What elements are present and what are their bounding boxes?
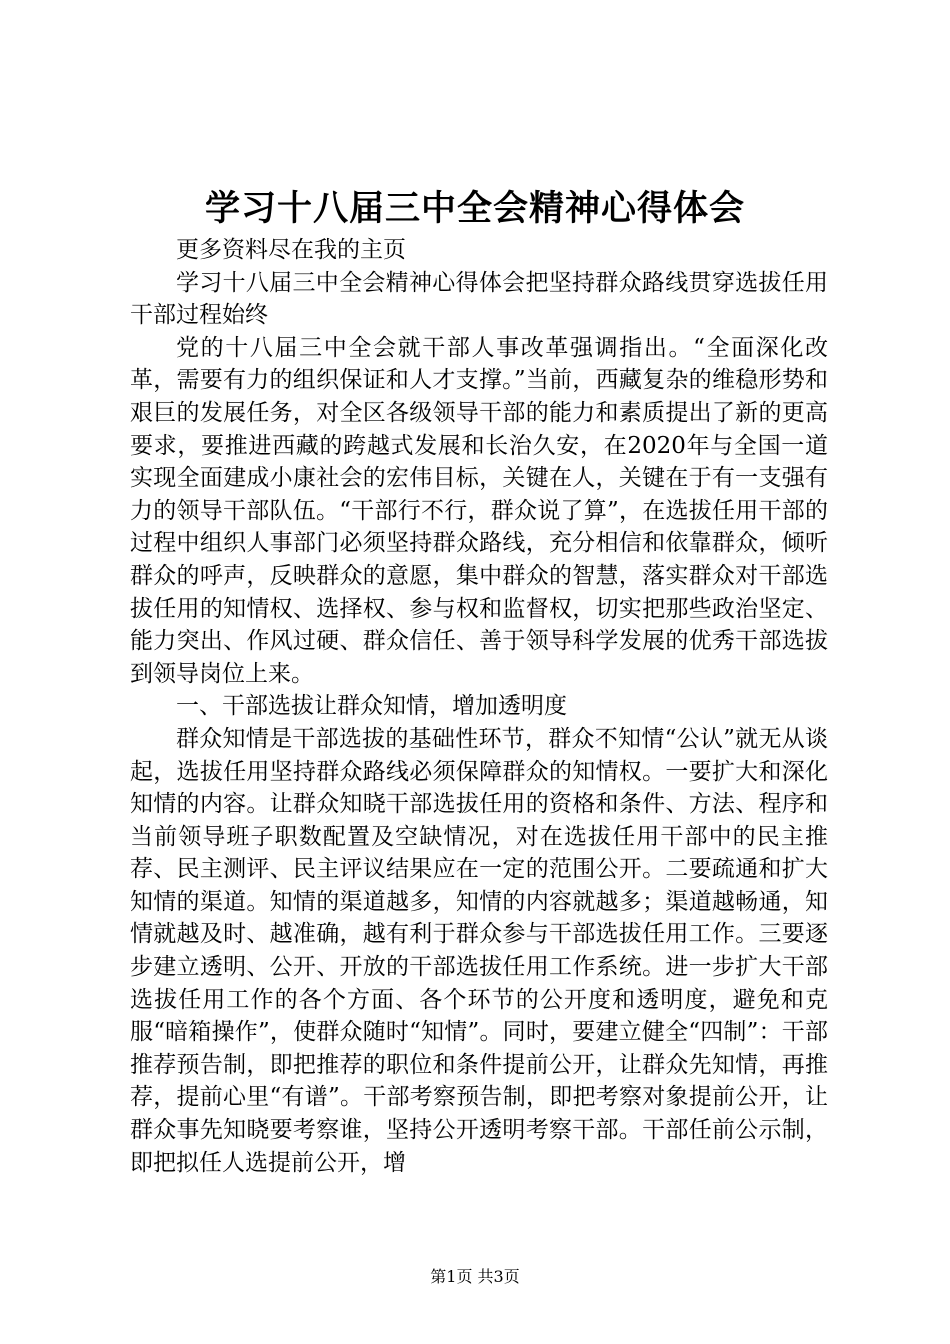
section-heading: 一、干部选拔让群众知情，增加透明度 [176,693,567,720]
subtitle-paragraph: 学习十八届三中全会精神心得体会把坚持群众路线贯穿选拔任用干部过程始终 [130,269,828,329]
body-paragraph: 群众知情是干部选拔的基础性环节，群众不知情“公认”就无从谈起，选拔任用坚持群众路线必须保障群众的知情权。一要扩大和深化知情的内容。让群众知晓干部选拔任用的资格和条件、方法、程序和当前领导班子职数配置及空缺情况，对在选拔任用干部中的民主推荐、民主测评、民主评议结果应在一定的范围公开。二要疏通和扩大知情的渠道。知情的渠道越多，知情的内容就越多；渠道越畅通，知情就越及时、越准确，越有利于群众参与干部选拔任用工作。三要逐步建立透明、公开、开放的干部选拔任用工作系统。进一步扩大干部选拔任用工作的各个方面、各个环节的公开度和透明度，避免和克服“暗箱操作”，使群众随时“知情”。同时，要建立健全“四制”：干部推荐预告制，即把推荐的职位和条件提前公开，让群众先知情，再推荐，提前心里“有谱”。干部考察预告制，即把考察对象提前公开，让群众事先知晓要考察谁，坚持公开透明考察干部。干部任前公示制，即把拟任人选提前公开，增 [130,725,828,1176]
body-paragraph: 党的十八届三中全会就干部人事改革强调指出。“全面深化改革，需要有力的组织保证和人才支撑。”当前，西藏复杂的维稳形势和艰巨的发展任务，对全区各级领导干部的能力和素质提出了新的更高要求，要推进西藏的跨越式发展和长治久安，在2020年与全国一道实现全面建成小康社会的宏伟目标，关键在人，关键在于有一支强有力的领导干部队伍。“干部行不行，群众说了算”，在选拔任用干部的过程中组织人事部门必须坚持群众路线，充分相信和依靠群众，倾听群众的呼声，反映群众的意愿，集中群众的智慧，落实群众对干部选拔任用的知情权、选择权、参与权和监督权，切实把那些政治坚定、能力突出、作风过硬、群众信任、善于领导科学发展的优秀干部选拔到领导岗位上来。 [130,334,828,687]
page-footer: 第1页 共3页 [430,1267,520,1286]
more-materials-line: 更多资料尽在我的主页 [176,237,406,263]
document-body [130,234,828,1179]
document-title: 学习十八届三中全会精神心得体会 [204,188,745,229]
